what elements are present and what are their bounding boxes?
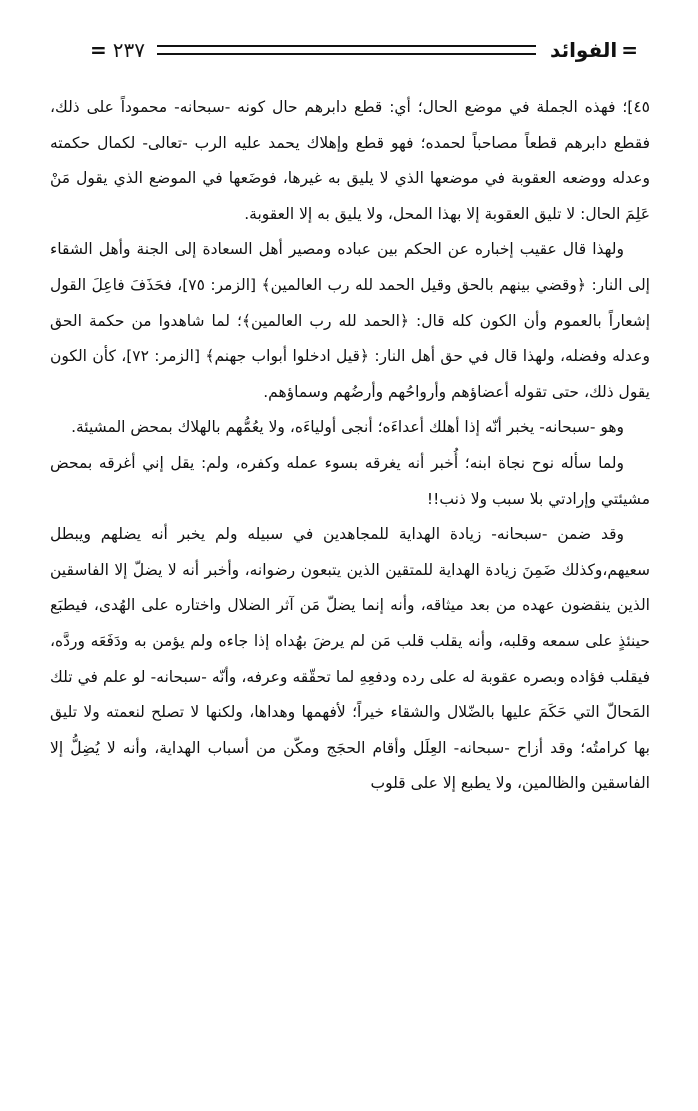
paragraph-4: ولما سأله نوح نجاة ابنه؛ أُخبر أنه يغرقه بسوء عمله وكفره، ولم: يقل إني أغرقه بمحض مشيئتي وإرادتي بلا سبب ولا ذنب!!: [50, 453, 650, 508]
paragraph-2: ولهذا قال عقيب إخباره عن الحكم بين عباده ومصير أهل السعادة إلى الجنة وأهل الشقاء إلى النار: ﴿وقضي بينهم بالحق وقيل الحمد لله رب العالمين﴾ [الزمر: ٧٥]، فحَذَفَ فاعِلَ القول إشعاراً بالعموم وأن الكون كله قال: ﴿الحمد لله رب العالمين﴾؛ لما شاهدوا من حكمة الحق وعدله وفضله، ولهذا قال في حق أهل النار: ﴿قيل ادخلوا أبواب جهنم﴾ [الزمر: ٧٢]، كأن الكون يقول ذلك، حتى تقوله أعضاؤهم وأرواحُهم وأرضُهم وسماؤهم.: [50, 240, 650, 401]
header-right-mark: =: [621, 38, 638, 62]
paragraph-3: وهو -سبحانه- يخبر أنّه إذا أهلك أعداءَه؛ أنجى أولياءَه، ولا يعُمُّهم بالهلاك بمحض المشيئة.: [71, 418, 624, 437]
header-rule: [157, 45, 536, 55]
paragraph-1: ٤٥]؛ فهذه الجملة في موضع الحال؛ أي: قطع دابرهم حال كونه -سبحانه- محموداً على ذلك، فقطع دابرهم قطعاً مصاحباً لحمده؛ فهو قطع وإهلاك يحمد عليه الرب -تعالى- لكمال حكمته وعدله ووضعه العقوبة في موضعها الذي لا يليق به غيرها، فوضَعها في الموضع الذي يقول مَنْ عَلِمَ الحال: لا تليق العقوبة إلا بهذا المحل، ولا يليق به إلا العقوبة.: [50, 98, 650, 223]
running-title: الفوائد: [550, 38, 618, 62]
page-header: [90, 36, 638, 64]
header-left-mark: =: [90, 38, 107, 62]
paragraph-5: وقد ضمن -سبحانه- زيادة الهداية للمجاهدين في سبيله ولم يخبر أنه يضلهم ويبطل سعيهم،وكذلك ضَمِنَ زيادة الهداية للمتقين الذين يتبعون رضوانه، وأخبر أنه لا يضلّ إلا الفاسقين الذين ينقضون عهده من بعد ميثاقه، وأنه إنما يضلّ مَن آثر الضلال واختاره على الهُدى، فيطبَع حينئذٍ على سمعه وقلبه، وأنه يقلب قلب مَن لم يرضَ بهُداه إذا جاءه ولم يؤمن به ودَفَعَه وردَّه، فيقلب فؤاده وبصره عقوبة له على رده ودفعِهِ لما تحقّقه وعرفه، وأنّه -سبحانه- لو علم في تلك المَحالّ التي حَكَمَ عليها بالضّلال والشقاء خيراً؛ لأفهمها وهداها، ولكنها لا تصلح لنعمته ولا تليق بها كرامتُه؛ وقد أزاح -سبحانه- العِلَل وأقام الحجَج ومكّن من أسباب الهداية، وأنه لا يُضِلُّ إلا الفاسقين والظالمين، ولا يطبع إلا على قلوب: [50, 525, 650, 793]
page-body: [50, 90, 650, 802]
page-number: ٢٣٧: [112, 38, 145, 62]
